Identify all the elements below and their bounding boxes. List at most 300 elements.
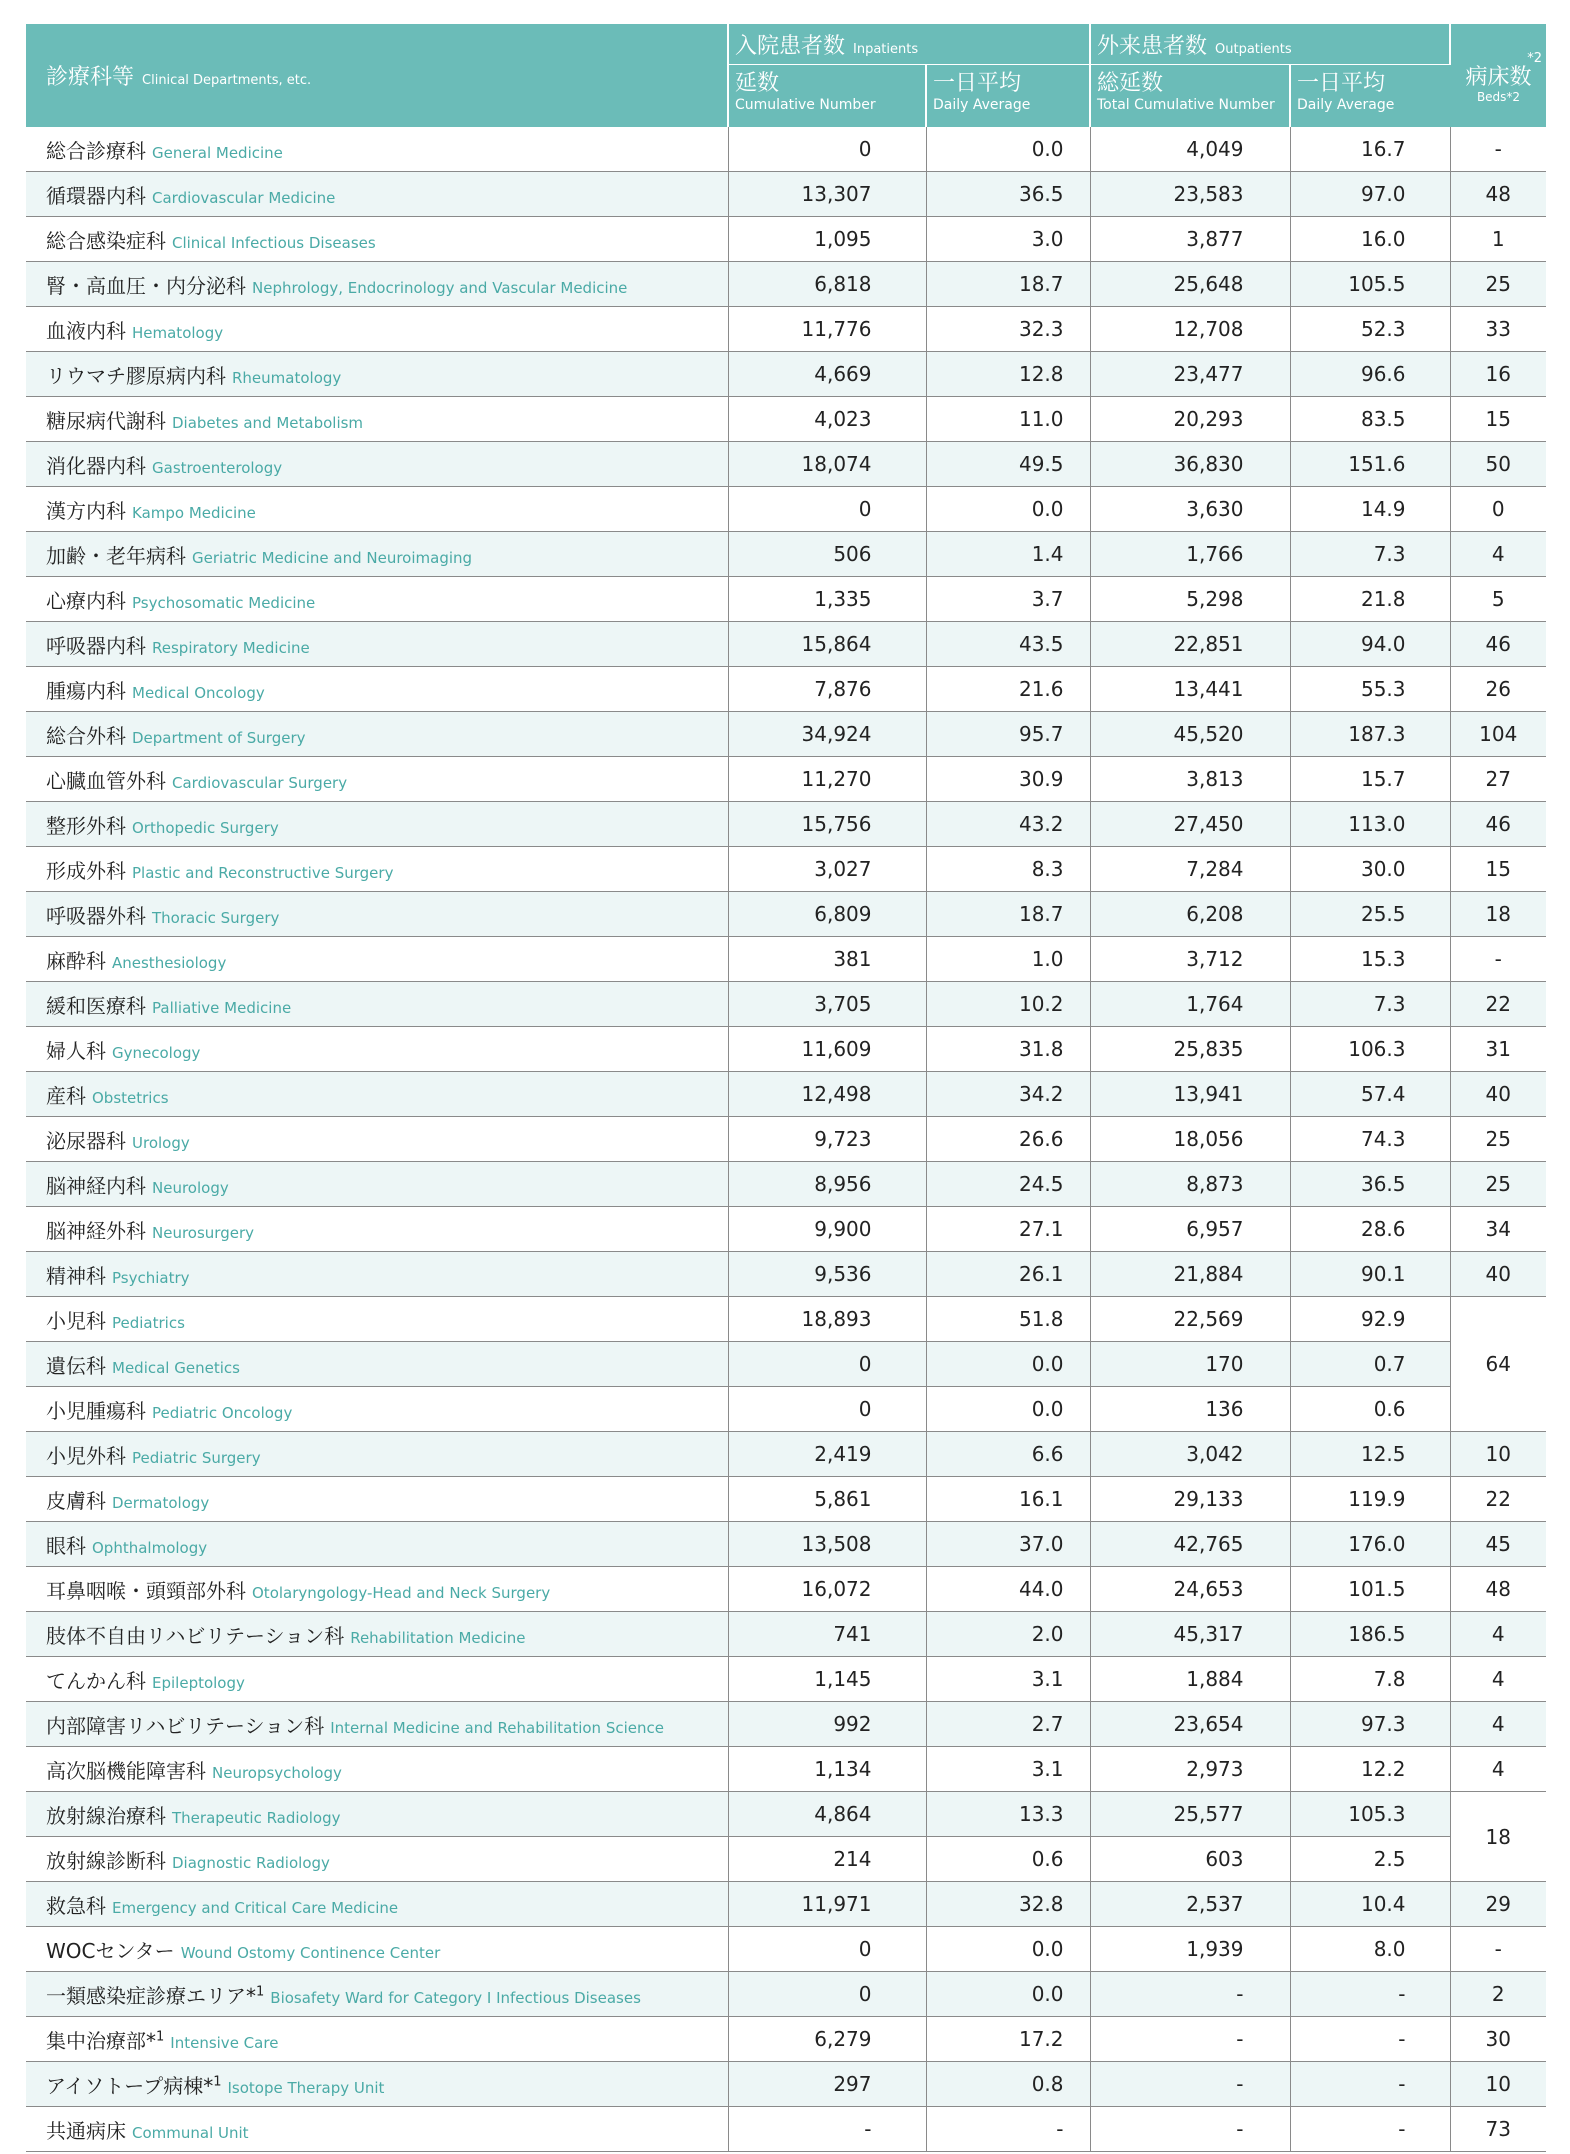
department-name-en: Thoracic Surgery [152,908,280,927]
outpatient-daily-average-cell: 92.9 [1290,1297,1450,1342]
outpatient-daily-average-cell: 96.6 [1290,352,1450,397]
department-name-ja: 産科 [46,1083,86,1108]
inpatient-daily-average-cell: 3.1 [926,1657,1090,1702]
footnote-marker: 1 [213,2073,222,2089]
department-cell [26,397,728,442]
inpatient-daily-average-cell: 34.2 [926,1072,1090,1117]
table-row [26,1387,1546,1432]
header-department-en: Clinical Departments, etc. [142,73,312,88]
department-cell [26,2062,728,2107]
department-name-en: Neurosurgery [152,1223,254,1242]
inpatient-daily-average-cell: 21.6 [926,667,1090,712]
inpatient-cumulative-cell: 6,279 [728,2017,926,2062]
department-cell [26,1432,728,1477]
beds-cell: 40 [1450,1252,1546,1297]
outpatient-cumulative-cell: 2,537 [1090,1882,1290,1927]
outpatient-daily-average-cell: 119.9 [1290,1477,1450,1522]
outpatient-cumulative-cell: 3,877 [1090,217,1290,262]
inpatient-cumulative-cell: 1,145 [728,1657,926,1702]
beds-cell: 16 [1450,352,1546,397]
inpatient-cumulative-cell: 5,861 [728,1477,926,1522]
inpatient-cumulative-cell: 15,864 [728,622,926,667]
beds-cell: 46 [1450,802,1546,847]
header-in-cumulative-ja: 延数 [735,71,780,96]
beds-cell: 31 [1450,1027,1546,1072]
table-row [26,1432,1546,1477]
outpatient-daily-average-cell: 176.0 [1290,1522,1450,1567]
department-name-en: Diagnostic Radiology [172,1853,330,1872]
outpatient-daily-average-cell: 10.4 [1290,1882,1450,1927]
outpatient-cumulative-cell: 21,884 [1090,1252,1290,1297]
table-row [26,1612,1546,1657]
beds-cell: 25 [1450,1162,1546,1207]
department-name-en: General Medicine [152,143,283,162]
table-row [26,892,1546,937]
department-cell [26,307,728,352]
inpatient-daily-average-cell: 0.6 [926,1837,1090,1882]
outpatient-cumulative-cell: 45,520 [1090,712,1290,757]
department-name-en: Clinical Infectious Diseases [172,233,376,252]
table-row [26,1972,1546,2017]
beds-cell: 45 [1450,1522,1546,1567]
inpatient-daily-average-cell: 18.7 [926,262,1090,307]
table-row [26,802,1546,847]
outpatient-daily-average-cell: 94.0 [1290,622,1450,667]
department-name-ja: 放射線診断科 [46,1848,166,1873]
outpatient-daily-average-cell: 105.5 [1290,262,1450,307]
department-name-ja: リウマチ膠原病内科 [46,363,226,388]
inpatient-cumulative-cell: 6,818 [728,262,926,307]
department-cell [26,1612,728,1657]
department-name-ja: 心療内科 [46,588,126,613]
department-name-en: Cardiovascular Medicine [152,188,336,207]
outpatient-daily-average-cell: 105.3 [1290,1792,1450,1837]
table-row [26,757,1546,802]
department-name-en: Epileptology [152,1673,245,1692]
inpatient-daily-average-cell: 13.3 [926,1792,1090,1837]
beds-cell: 104 [1450,712,1546,757]
inpatient-cumulative-cell: 12,498 [728,1072,926,1117]
inpatient-cumulative-cell: 0 [728,1387,926,1432]
outpatient-cumulative-cell: 170 [1090,1342,1290,1387]
outpatient-cumulative-cell: 24,653 [1090,1567,1290,1612]
beds-cell: - [1450,937,1546,982]
outpatient-cumulative-cell: 36,830 [1090,442,1290,487]
inpatient-cumulative-cell: 297 [728,2062,926,2107]
department-name-ja: 漢方内科 [46,498,126,523]
inpatient-daily-average-cell: 0.8 [926,2062,1090,2107]
beds-cell: 25 [1450,262,1546,307]
inpatient-cumulative-cell: 13,307 [728,172,926,217]
outpatient-daily-average-cell: 14.9 [1290,487,1450,532]
inpatient-cumulative-cell: 7,876 [728,667,926,712]
beds-cell: 2 [1450,1972,1546,2017]
outpatient-cumulative-cell: - [1090,2107,1290,2152]
inpatient-cumulative-cell: 741 [728,1612,926,1657]
table-row [26,127,1546,172]
department-name-ja: 総合外科 [46,723,126,748]
department-name-en: Respiratory Medicine [152,638,310,657]
beds-cell: 33 [1450,307,1546,352]
outpatient-cumulative-cell: 42,765 [1090,1522,1290,1567]
outpatient-daily-average-cell: 30.0 [1290,847,1450,892]
outpatient-cumulative-cell: 27,450 [1090,802,1290,847]
department-name-ja: 脳神経内科 [46,1173,146,1198]
outpatient-cumulative-cell: 13,441 [1090,667,1290,712]
beds-cell: 48 [1450,172,1546,217]
inpatient-daily-average-cell: 44.0 [926,1567,1090,1612]
department-name-en: Ophthalmology [92,1538,208,1557]
table-row [26,1072,1546,1117]
outpatient-cumulative-cell: 13,941 [1090,1072,1290,1117]
department-name-en: Hematology [132,323,224,342]
department-cell [26,1072,728,1117]
table-row [26,1522,1546,1567]
beds-cell: 4 [1450,1657,1546,1702]
inpatient-cumulative-cell: 6,809 [728,892,926,937]
outpatient-daily-average-cell: 7.3 [1290,532,1450,577]
department-cell [26,127,728,172]
outpatient-daily-average-cell: 52.3 [1290,307,1450,352]
outpatient-cumulative-cell: 29,133 [1090,1477,1290,1522]
beds-cell: - [1450,1927,1546,1972]
outpatient-cumulative-cell: 3,712 [1090,937,1290,982]
department-cell [26,1297,728,1342]
department-name-en: Rehabilitation Medicine [350,1628,526,1647]
department-name-ja: 糖尿病代謝科 [46,408,166,433]
outpatient-daily-average-cell: 36.5 [1290,1162,1450,1207]
department-cell [26,667,728,712]
outpatient-daily-average-cell: 0.6 [1290,1387,1450,1432]
table-row [26,982,1546,1027]
beds-cell: 0 [1450,487,1546,532]
table-row [26,577,1546,622]
table-row [26,2017,1546,2062]
department-name-ja: アイソトープ病棟* [46,2073,214,2098]
outpatient-daily-average-cell: 12.2 [1290,1747,1450,1792]
outpatient-daily-average-cell: 151.6 [1290,442,1450,487]
department-cell [26,2107,728,2152]
inpatient-cumulative-cell: 11,609 [728,1027,926,1072]
department-name-en: Neuropsychology [212,1763,342,1782]
table-row [26,1657,1546,1702]
table-row [26,442,1546,487]
inpatient-daily-average-cell: 16.1 [926,1477,1090,1522]
footnote-marker: 1 [156,2028,165,2044]
beds-cell: 48 [1450,1567,1546,1612]
inpatient-cumulative-cell: 214 [728,1837,926,1882]
beds-cell: 29 [1450,1882,1546,1927]
department-cell [26,1882,728,1927]
beds-cell: 15 [1450,847,1546,892]
outpatient-daily-average-cell: 187.3 [1290,712,1450,757]
department-name-en: Urology [132,1133,190,1152]
department-name-ja: 呼吸器外科 [46,903,146,928]
header-in-daily-average-ja: 一日平均 [933,71,1022,96]
department-name-ja: 肢体不自由リハビリテーション科 [46,1623,345,1648]
inpatient-daily-average-cell: 32.3 [926,307,1090,352]
department-cell [26,1117,728,1162]
inpatient-cumulative-cell: 506 [728,532,926,577]
outpatient-cumulative-cell: - [1090,2017,1290,2062]
header-inpatients [728,24,1090,65]
department-cell [26,1477,728,1522]
beds-cell: 22 [1450,1477,1546,1522]
header-in-daily-average-en: Daily Average [933,97,1031,113]
department-cell [26,1252,728,1297]
header-out-cumulative-en: Total Cumulative Number [1097,97,1275,113]
beds-cell: 15 [1450,397,1546,442]
beds-cell: 4 [1450,1702,1546,1747]
footnote-marker: 1 [256,1983,265,1999]
outpatient-cumulative-cell: 1,939 [1090,1927,1290,1972]
patient-statistics-table [26,24,1546,2152]
department-name-en: Plastic and Reconstructive Surgery [132,863,394,882]
department-name-en: Wound Ostomy Continence Center [180,1943,441,1962]
inpatient-daily-average-cell: 3.7 [926,577,1090,622]
department-name-en: Otolaryngology-Head and Neck Surgery [252,1583,551,1602]
inpatient-cumulative-cell: 9,723 [728,1117,926,1162]
department-name-en: Dermatology [112,1493,210,1512]
outpatient-cumulative-cell: 3,813 [1090,757,1290,802]
outpatient-daily-average-cell: 101.5 [1290,1567,1450,1612]
outpatient-cumulative-cell: 6,208 [1090,892,1290,937]
table-row [26,2107,1546,2152]
department-cell [26,622,728,667]
department-cell [26,532,728,577]
department-name-ja: 泌尿器科 [46,1128,126,1153]
inpatient-cumulative-cell: 4,023 [728,397,926,442]
header-beds-note: *2 [1527,50,1542,66]
outpatient-cumulative-cell: 3,042 [1090,1432,1290,1477]
department-name-ja: 一類感染症診療エリア* [46,1983,256,2008]
table-body [26,127,1546,2152]
table-row [26,397,1546,442]
table-row [26,1162,1546,1207]
outpatient-daily-average-cell: 12.5 [1290,1432,1450,1477]
header-beds [1450,24,1546,127]
inpatient-cumulative-cell: 4,864 [728,1792,926,1837]
outpatient-cumulative-cell: 4,049 [1090,127,1290,172]
inpatient-daily-average-cell: 37.0 [926,1522,1090,1567]
table-row [26,217,1546,262]
department-cell [26,1387,728,1432]
department-name-en: Pediatric Surgery [132,1448,261,1467]
outpatient-cumulative-cell: 23,654 [1090,1702,1290,1747]
department-name-ja: WOCセンター [46,1938,175,1963]
table-row [26,352,1546,397]
inpatient-cumulative-cell: 4,669 [728,352,926,397]
department-name-en: Emergency and Critical Care Medicine [112,1898,399,1917]
inpatient-daily-average-cell: 43.5 [926,622,1090,667]
inpatient-daily-average-cell: 0.0 [926,1927,1090,1972]
inpatient-daily-average-cell: 51.8 [926,1297,1090,1342]
outpatient-cumulative-cell: 25,835 [1090,1027,1290,1072]
department-name-en: Intensive Care [170,2033,279,2052]
department-name-en: Rheumatology [232,368,342,387]
inpatient-cumulative-cell: 8,956 [728,1162,926,1207]
department-cell [26,982,728,1027]
beds-cell: 18 [1450,892,1546,937]
department-name-ja: 高次脳機能障害科 [46,1758,206,1783]
statistics-table-container [26,24,1546,2152]
outpatient-daily-average-cell: 97.3 [1290,1702,1450,1747]
department-cell [26,1657,728,1702]
table-header [26,24,1546,127]
inpatient-daily-average-cell: 3.0 [926,217,1090,262]
department-name-en: Medical Genetics [112,1358,240,1377]
table-row [26,1567,1546,1612]
department-name-en: Pediatrics [112,1313,185,1332]
inpatient-daily-average-cell: 43.2 [926,802,1090,847]
department-name-en: Orthopedic Surgery [132,818,279,837]
beds-cell: 10 [1450,2062,1546,2107]
outpatient-daily-average-cell: 186.5 [1290,1612,1450,1657]
beds-cell: 46 [1450,622,1546,667]
header-department-ja: 診療科等 [46,65,135,90]
department-name-ja: てんかん科 [46,1668,146,1693]
department-name-ja: 血液内科 [46,318,126,343]
outpatient-cumulative-cell: 45,317 [1090,1612,1290,1657]
inpatient-cumulative-cell: 992 [728,1702,926,1747]
inpatient-cumulative-cell: 0 [728,1342,926,1387]
department-cell [26,217,728,262]
department-name-ja: 麻酔科 [46,948,106,973]
inpatient-daily-average-cell: 27.1 [926,1207,1090,1252]
inpatient-daily-average-cell: 95.7 [926,712,1090,757]
department-name-ja: 耳鼻咽喉・頭頸部外科 [46,1578,246,1603]
department-cell [26,847,728,892]
inpatient-daily-average-cell: 12.8 [926,352,1090,397]
table-row [26,1747,1546,1792]
outpatient-daily-average-cell: 15.3 [1290,937,1450,982]
inpatient-daily-average-cell: 24.5 [926,1162,1090,1207]
table-row [26,937,1546,982]
table-row [26,712,1546,757]
beds-cell: - [1450,127,1546,172]
inpatient-daily-average-cell: 18.7 [926,892,1090,937]
inpatient-daily-average-cell: 10.2 [926,982,1090,1027]
beds-cell: 26 [1450,667,1546,712]
department-cell [26,892,728,937]
inpatient-daily-average-cell: 17.2 [926,2017,1090,2062]
department-name-ja: 皮膚科 [46,1488,106,1513]
inpatient-daily-average-cell: 0.0 [926,127,1090,172]
department-name-en: Internal Medicine and Rehabilitation Science [330,1718,664,1737]
table-row [26,532,1546,577]
inpatient-cumulative-cell: 11,971 [728,1882,926,1927]
department-name-ja: 共通病床 [46,2118,126,2143]
header-outpatients [1090,24,1450,65]
department-name-en: Gynecology [112,1043,201,1062]
table-row [26,1792,1546,1837]
outpatient-cumulative-cell: 12,708 [1090,307,1290,352]
department-name-ja: 小児腫瘍科 [46,1398,146,1423]
outpatient-daily-average-cell: 57.4 [1290,1072,1450,1117]
inpatient-daily-average-cell: 31.8 [926,1027,1090,1072]
department-cell [26,1207,728,1252]
beds-cell: 73 [1450,2107,1546,2152]
outpatient-daily-average-cell: 113.0 [1290,802,1450,847]
department-name-ja: 緩和医療科 [46,993,146,1018]
department-name-en: Communal Unit [132,2123,249,2142]
department-name-en: Psychiatry [112,1268,190,1287]
table-row [26,622,1546,667]
inpatient-cumulative-cell: 1,335 [728,577,926,622]
header-outpatients-en: Outpatients [1215,41,1292,57]
department-cell [26,712,728,757]
department-name-ja: 加齢・老年病科 [46,543,186,568]
outpatient-daily-average-cell: 15.7 [1290,757,1450,802]
header-out-cumulative [1090,65,1290,128]
beds-cell: 50 [1450,442,1546,487]
department-name-ja: 循環器内科 [46,183,146,208]
beds-cell: 5 [1450,577,1546,622]
department-cell [26,1567,728,1612]
outpatient-daily-average-cell: 74.3 [1290,1117,1450,1162]
inpatient-cumulative-cell: 0 [728,127,926,172]
inpatient-cumulative-cell: 34,924 [728,712,926,757]
outpatient-daily-average-cell: - [1290,2062,1450,2107]
header-beds-ja: 病床数 [1465,64,1532,90]
beds-cell: 4 [1450,1612,1546,1657]
inpatient-daily-average-cell: 30.9 [926,757,1090,802]
department-name-en: Cardiovascular Surgery [172,773,348,792]
department-name-ja: 眼科 [46,1533,86,1558]
outpatient-cumulative-cell: - [1090,1972,1290,2017]
inpatient-daily-average-cell: 8.3 [926,847,1090,892]
outpatient-cumulative-cell: 22,569 [1090,1297,1290,1342]
department-cell [26,1792,728,1837]
department-name-ja: 救急科 [46,1893,106,1918]
outpatient-cumulative-cell: 23,477 [1090,352,1290,397]
outpatient-daily-average-cell: 2.5 [1290,1837,1450,1882]
header-in-cumulative [728,65,926,128]
department-name-ja: 脳神経外科 [46,1218,146,1243]
department-name-ja: 整形外科 [46,813,126,838]
department-name-ja: 精神科 [46,1263,106,1288]
outpatient-cumulative-cell: 8,873 [1090,1162,1290,1207]
inpatient-daily-average-cell: 0.0 [926,1387,1090,1432]
department-cell [26,262,728,307]
outpatient-daily-average-cell: 21.8 [1290,577,1450,622]
header-beds-en: Beds*2 [1476,89,1521,104]
beds-cell: 40 [1450,1072,1546,1117]
beds-cell: 30 [1450,2017,1546,2062]
department-cell [26,1927,728,1972]
outpatient-daily-average-cell: 0.7 [1290,1342,1450,1387]
table-row [26,487,1546,532]
table-row [26,1297,1546,1342]
department-cell [26,1972,728,2017]
inpatient-daily-average-cell: 32.8 [926,1882,1090,1927]
department-name-ja: 形成外科 [46,858,126,883]
department-cell [26,352,728,397]
department-cell [26,577,728,622]
table-row [26,1837,1546,1882]
inpatient-cumulative-cell: 15,756 [728,802,926,847]
table-row [26,2062,1546,2107]
department-name-en: Gastroenterology [152,458,283,477]
department-name-en: Department of Surgery [132,728,306,747]
department-cell [26,802,728,847]
outpatient-daily-average-cell: 83.5 [1290,397,1450,442]
outpatient-daily-average-cell: 106.3 [1290,1027,1450,1072]
inpatient-cumulative-cell: 9,536 [728,1252,926,1297]
inpatient-cumulative-cell: 2,419 [728,1432,926,1477]
header-out-daily-average-en: Daily Average [1297,97,1395,113]
department-name-ja: 心臓血管外科 [46,768,166,793]
